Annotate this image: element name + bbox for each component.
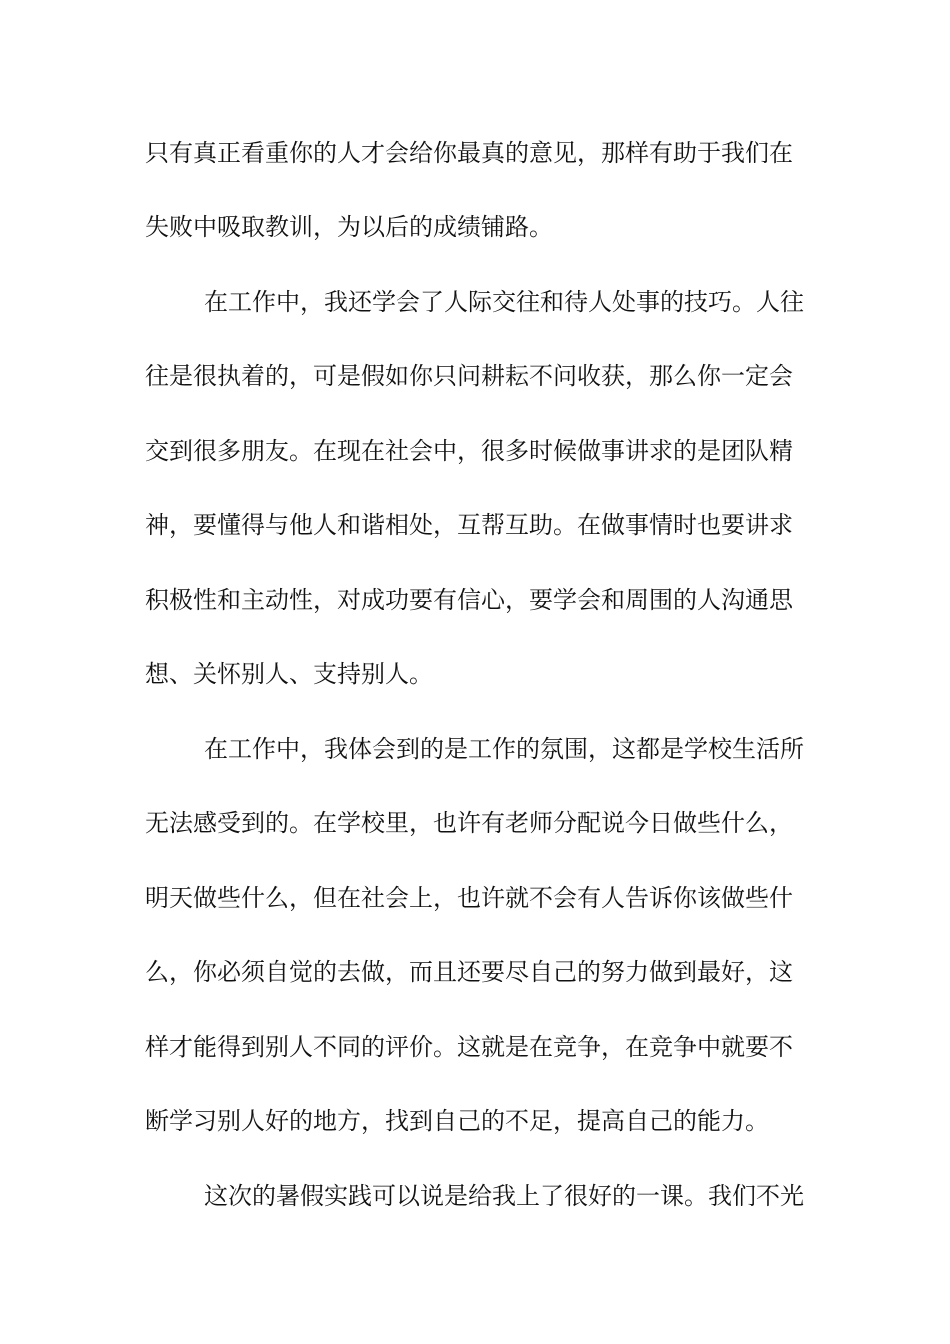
text-line: 无法感受到的。在学校里，也许有老师分配说今日做些什么， [145,809,793,837]
text-line: 明天做些什么，但在社会上，也许就不会有人告诉你该做些什 [145,884,793,912]
text-line: 只有真正看重你的人才会给你最真的意见，那样有助于我们在 [145,139,793,167]
text-line: 往是很执着的，可是假如你只问耕耘不问收获，那么你一定会 [145,362,793,390]
text-line: 失败中吸取教训，为以后的成绩铺路。 [145,213,553,241]
paragraph-start-line: 在工作中，我还学会了人际交往和待人处事的技巧。人往 [204,288,804,316]
text-line: 积极性和主动性，对成功要有信心，要学会和周围的人沟通思 [145,586,793,614]
text-line: 神，要懂得与他人和谐相处，互帮互助。在做事情时也要讲求 [145,511,793,539]
text-line: 想、关怀别人、支持别人。 [145,660,433,688]
paragraph-start-line: 这次的暑假实践可以说是给我上了很好的一课。我们不光 [204,1182,804,1210]
text-line: 样才能得到别人不同的评价。这就是在竞争，在竞争中就要不 [145,1033,793,1061]
text-line: 交到很多朋友。在现在社会中，很多时候做事讲求的是团队精 [145,437,793,465]
text-line: 断学习别人好的地方，找到自己的不足，提高自己的能力。 [145,1107,769,1135]
paragraph-start-line: 在工作中，我体会到的是工作的氛围，这都是学校生活所 [204,735,804,763]
text-line: 么，你必须自觉的去做，而且还要尽自己的努力做到最好，这 [145,958,793,986]
